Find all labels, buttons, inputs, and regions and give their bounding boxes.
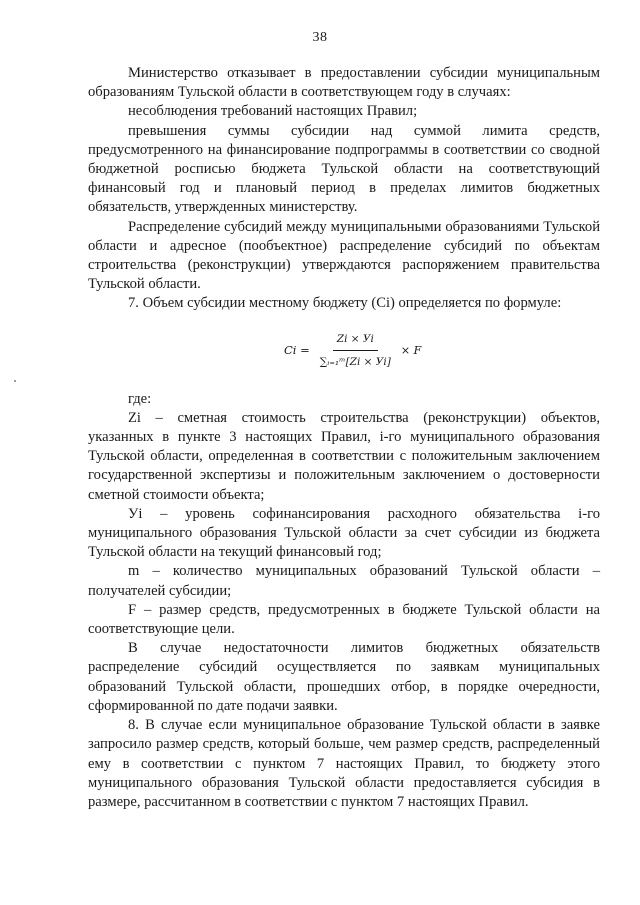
scan-speck: [14, 380, 16, 382]
formula-expression: [284, 330, 421, 372]
paragraph-item-8: 8. В случае если муниципальное образование Тульской области в заявке запросило размер средств, который больше, чем размер средств, распределенный ему в соответствии с пунктом 7 настоящих Правил, то бюджету этого муниципального образования Тульской области предоставляется субсидия в размере, рассчитанном в соответствии с пунктом 7 настоящих Правил.: [88, 717, 600, 810]
page-number: 38: [312, 30, 328, 45]
where-label: где:: [128, 390, 152, 407]
subsidy-formula: [88, 316, 600, 380]
definition-y: Уi – уровень софинансирования расходного обязательства i-го муниципального образования Тульской области за счет субсидии из бюджета Тульской области на текущий финансовый год;: [88, 505, 600, 561]
definition-f: F – размер средств, предусмотренных в бюджете Тульской области на соответствующие цели.: [88, 601, 600, 638]
formula-lhs: Ci =: [284, 343, 310, 358]
paragraph-refusal-intro: Министерство отказывает в предоставлении субсидии муниципальным образованиям Тульской области в соответствующем году в случаях:: [88, 65, 600, 101]
formula-denominator: ∑ᵢ₌₁ᵐ[Zi × Уi]: [319, 355, 391, 368]
definition-z: Zi – сметная стоимость строительства (реконструкции) объектов, указанных в пункте 3 настоящих Правил, i-го муниципального образования Тульской области, определенная в соответствии с положительным заключением государственной экспертизы и положительным заключением о достоверности сметной стоимости объекта;: [88, 409, 600, 503]
formula-numerator: Zi × Уi: [333, 330, 378, 351]
paragraph-refusal-case-2: превышения суммы субсидии над суммой лимита средств, предусмотренного на финансирование подпрограммы в соответствии со сводной бюджетной росписью бюджета Тульской области на соответствующий финансовый год и плановый период в пределах лимитов бюджетных обязательств, утвержденных министерству.: [88, 122, 600, 216]
formula-fraction: [316, 330, 395, 372]
definition-m: m – количество муниципальных образований Тульской области – получателей субсидии;: [88, 563, 600, 599]
paragraph-insufficient-limits: В случае недостаточности лимитов бюджетных обязательств распределение субсидий осуществляется по заявкам муниципальных образований Тульской области, прошедших отбор, в порядке очередности, сформированной по дате подачи заявки.: [88, 640, 600, 714]
paragraph-refusal-case-1: несоблюдения требований настоящих Правил;: [128, 103, 418, 120]
paragraph-item-7: 7. Объем субсидии местному бюджету (Ci) определяется по формуле:: [128, 295, 562, 312]
paragraph-distribution: Распределение субсидий между муниципальными образованиями Тульской области и адресное (пообъектное) распределение субсидий по объектам строительства (реконструкции) утверждаются распоряжением правительства Тульской области.: [88, 218, 600, 293]
formula-rhs: × F: [400, 344, 422, 358]
document-body: [88, 64, 600, 812]
